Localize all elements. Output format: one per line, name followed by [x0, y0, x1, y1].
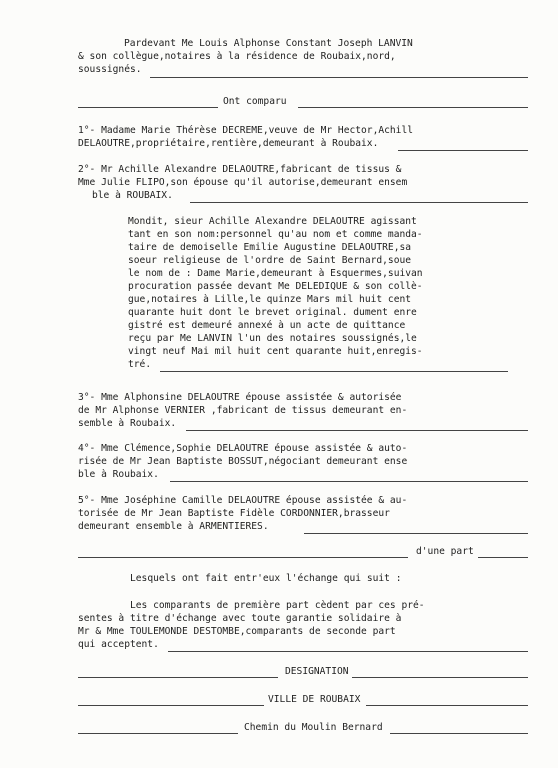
fill-line: [352, 677, 528, 678]
text-line: Les comparants de première part cèdent par ces pré-: [130, 600, 425, 611]
text-line: & son collègue,notaires à la résidence de Roubaix,nord,: [78, 51, 396, 62]
text-line: quarante huit dont le brevet original. dument enre: [128, 307, 417, 318]
text-line: 3°- Mme Alphonsine DELAOUTRE épouse assistée & autorisée: [78, 392, 402, 403]
text-line: 4°- Mme Clémence,Sophie DELAOUTRE épouse assistée & auto-: [78, 443, 408, 454]
fill-line: [304, 533, 528, 534]
section-heading: Ont comparu: [223, 96, 287, 107]
text-line: demeurant ensemble à ARMENTIERES.: [78, 521, 269, 532]
text-line: Lesquels ont fait entr'eux l'échange qui suit :: [130, 573, 402, 584]
text-line: soussignés.: [78, 64, 142, 75]
text-line: ble à Roubaix.: [78, 469, 159, 480]
text-line: tré.: [128, 359, 152, 370]
text-line: 2°- Mr Achille Alexandre DELAOUTRE,fabricant de tissus &: [78, 164, 402, 175]
fill-line: [478, 557, 528, 558]
text-line: torisée de Mr Jean Baptiste Fidèle CORDONNIER,brasseur: [78, 508, 390, 519]
fill-line: [298, 107, 528, 108]
text-line: ble à ROUBAIX.: [92, 190, 173, 201]
text-line: de Mr Alphonse VERNIER ,fabricant de tissus demeurant en-: [78, 405, 408, 416]
fill-line: [170, 481, 528, 482]
text-line: 5°- Mme Joséphine Camille DELAOUTRE épouse assistée & au-: [78, 495, 408, 506]
text-line: risée de Mr Jean Baptiste BOSSUT,négociant demeurant ense: [78, 456, 408, 467]
text-line: qui acceptent.: [78, 639, 159, 650]
text-line: Mr & Mme TOULEMONDE DESTOMBE,comparants de seconde part: [78, 626, 396, 637]
text-line: procuration passée devant Me DELEDIQUE & son collè-: [128, 281, 423, 292]
text-line: d'une part: [416, 546, 474, 557]
text-line: 1°- Madame Marie Thérèse DECREME,veuve de Mr Hector,Achill: [78, 125, 414, 136]
section-heading: VILLE DE ROUBAIX: [268, 694, 361, 705]
fill-line: [150, 77, 528, 78]
text-line: reçu par Me LANVIN l'un des notaires soussignés,le: [128, 333, 417, 344]
fill-line: [168, 651, 528, 652]
text-line: DELAOUTRE,propriétaire,rentière,demeurant à Roubaix.: [78, 138, 379, 149]
text-line: gistré est demeuré annexé à un acte de quittance: [128, 320, 406, 331]
fill-line: [78, 677, 278, 678]
fill-line: [78, 557, 408, 558]
fill-line: [186, 430, 528, 431]
text-line: tant en son nom:personnel qu'au nom et comme manda-: [128, 229, 423, 240]
text-line: vingt neuf Mai mil huit cent quarante huit,enregis-: [128, 346, 423, 357]
section-heading: DESIGNATION: [285, 666, 349, 677]
text-line: Mme Julie FLIPO,son épouse qu'il autorise,demeurant ensem: [78, 177, 408, 188]
fill-line: [398, 150, 528, 151]
fill-line: [190, 202, 528, 203]
fill-line: [78, 107, 218, 108]
fill-line: [160, 371, 508, 372]
text-line: Mondit, sieur Achille Alexandre DELAOUTRE agissant: [128, 216, 417, 227]
fill-line: [78, 733, 238, 734]
text-line: le nom de : Dame Marie,demeurant à Esquermes,suivan: [128, 268, 423, 279]
text-line: gue,notaires à Lille,le quinze Mars mil huit cent: [128, 294, 412, 305]
text-line: Pardevant Me Louis Alphonse Constant Joseph LANVIN: [124, 38, 413, 49]
fill-line: [78, 705, 264, 706]
fill-line: [366, 705, 528, 706]
text-line: semble à Roubaix.: [78, 418, 177, 429]
section-heading: Chemin du Moulin Bernard: [244, 722, 383, 733]
text-line: soeur religieuse de l'ordre de Saint Bernard,soue: [128, 255, 412, 266]
fill-line: [390, 733, 528, 734]
text-line: taire de demoiselle Emilie Augustine DELAOUTRE,sa: [128, 242, 412, 253]
text-line: sentes à titre d'échange avec toute garantie solidaire à: [78, 613, 402, 624]
